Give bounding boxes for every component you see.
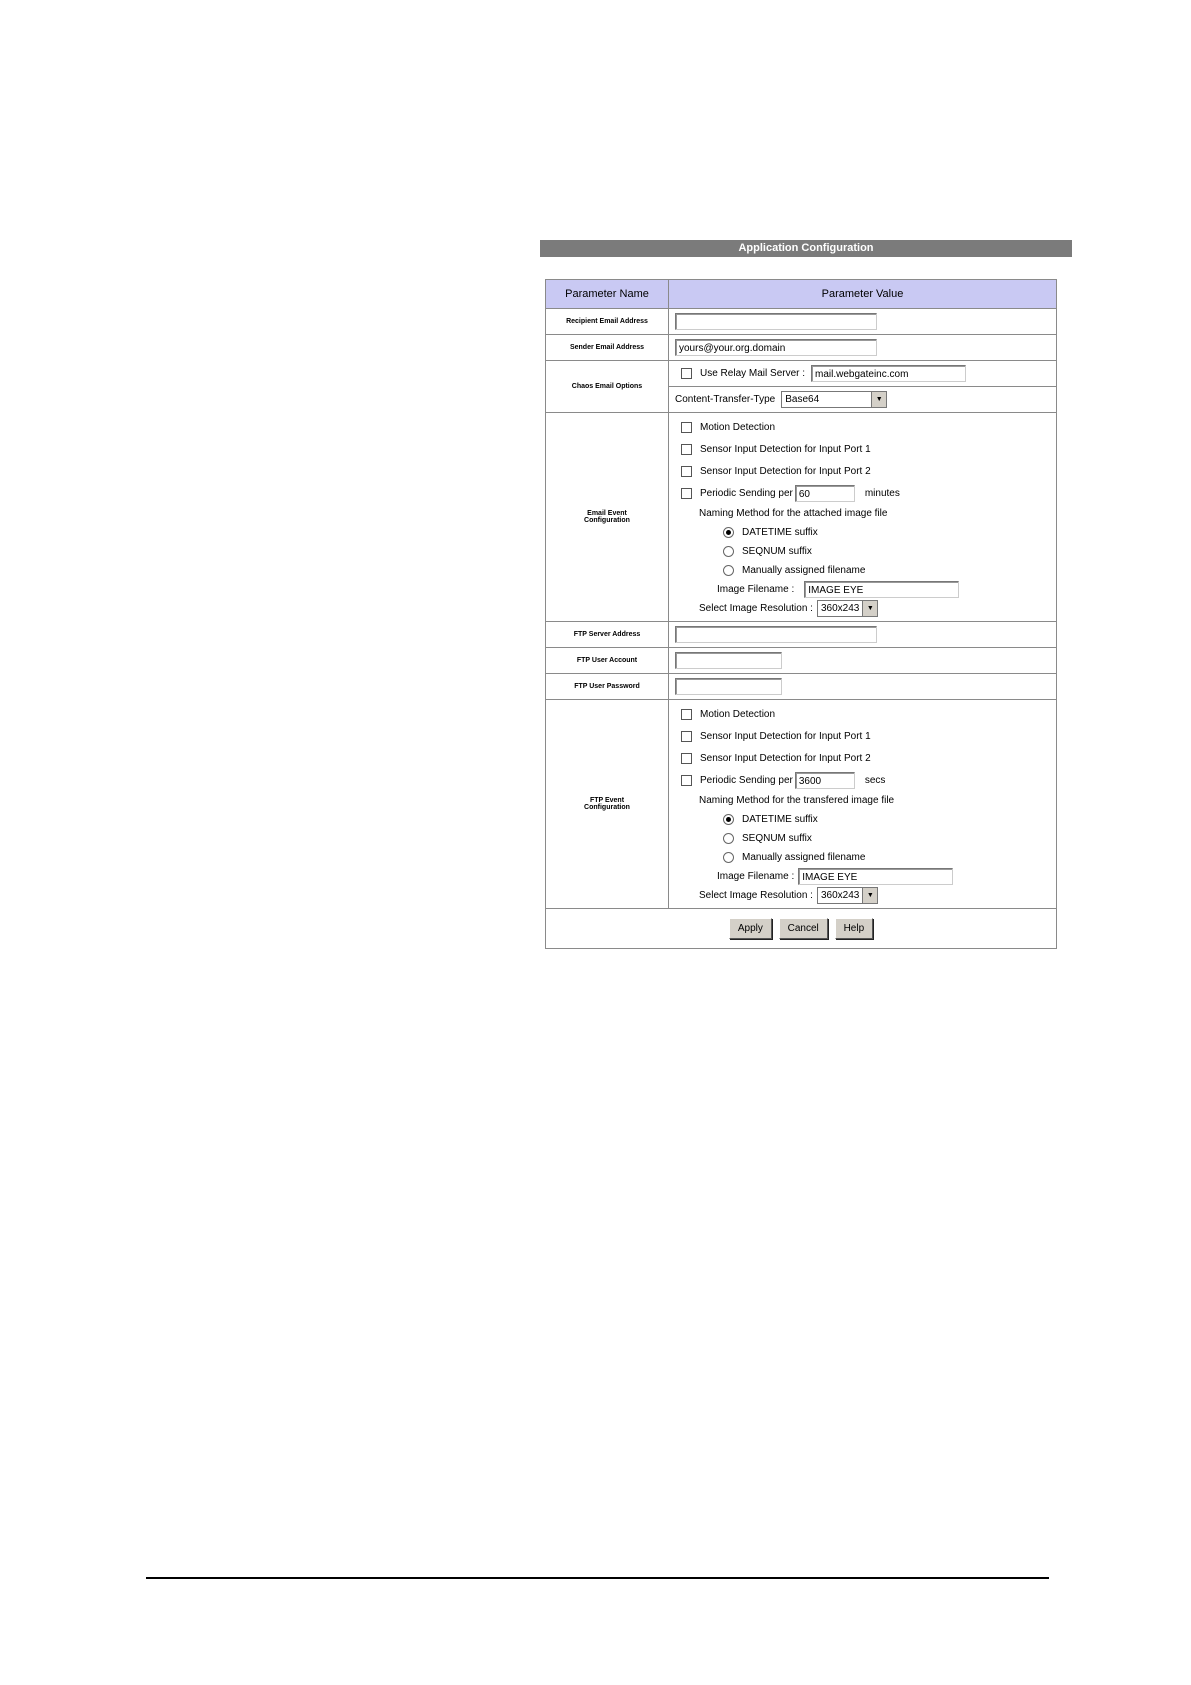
content-transfer-type-select[interactable] xyxy=(781,391,887,408)
email-event-label xyxy=(546,413,669,622)
email-resolution-value: 360x243 xyxy=(820,603,860,614)
email-filename-input[interactable]: IMAGE EYE xyxy=(804,581,959,598)
config-table xyxy=(545,279,1057,949)
ftp-sensor1-checkbox[interactable] xyxy=(681,731,692,742)
ftp-event-label xyxy=(546,700,669,909)
ftp-event-label-line2: Configuration xyxy=(584,804,630,811)
ftp-periodic-checkbox[interactable] xyxy=(681,775,692,786)
table-row xyxy=(546,413,1057,622)
content-transfer-type-value: Base64 xyxy=(785,394,820,405)
ftp-seqnum-label: SEQNUM suffix xyxy=(742,833,812,844)
table-row xyxy=(546,622,1057,648)
email-manual-radio[interactable] xyxy=(723,565,734,576)
recipient-label: Recipient Email Address xyxy=(546,309,669,335)
ftp-periodic-label: Periodic Sending per xyxy=(700,774,793,786)
table-row xyxy=(546,700,1057,909)
cancel-button[interactable]: Cancel xyxy=(779,918,828,939)
help-button[interactable]: Help xyxy=(835,918,874,939)
page-title: Application Configuration xyxy=(540,240,1072,257)
table-row xyxy=(546,909,1057,949)
email-filename-label: Image Filename : xyxy=(717,584,795,595)
dropdown-arrow-icon[interactable]: ▼ xyxy=(862,888,877,903)
email-naming-label: Naming Method for the attached image file xyxy=(699,508,888,519)
email-motion-label: Motion Detection xyxy=(700,421,776,433)
email-datetime-radio[interactable] xyxy=(723,527,734,538)
ftp-resolution-label: Select Image Resolution : xyxy=(699,890,813,901)
dropdown-arrow-icon[interactable]: ▼ xyxy=(862,601,877,616)
table-row xyxy=(546,674,1057,700)
email-resolution-label: Select Image Resolution : xyxy=(699,603,813,614)
ftp-sensor2-checkbox[interactable] xyxy=(681,753,692,764)
email-event-label-line1: Email Event xyxy=(587,510,627,517)
email-periodic-checkbox[interactable] xyxy=(681,488,692,499)
sender-email-input[interactable]: yours@your.org.domain xyxy=(675,339,877,356)
ftp-motion-checkbox[interactable] xyxy=(681,709,692,720)
ftp-server-input[interactable] xyxy=(675,626,877,643)
ftp-datetime-radio[interactable] xyxy=(723,814,734,825)
column-header-value: Parameter Value xyxy=(669,280,1057,309)
email-sensor1-label: Sensor Input Detection for Input Port 1 xyxy=(700,443,871,455)
ftp-server-label: FTP Server Address xyxy=(546,622,669,648)
ftp-account-input[interactable] xyxy=(675,652,782,669)
ftp-period-input[interactable]: 3600 xyxy=(795,772,855,789)
email-motion-checkbox[interactable] xyxy=(681,422,692,433)
ftp-naming-label: Naming Method for the transfered image file xyxy=(699,795,895,806)
table-row xyxy=(546,309,1057,335)
ftp-filename-input[interactable]: IMAGE EYE xyxy=(798,868,953,885)
email-periodic-label: Periodic Sending per xyxy=(700,487,793,499)
ftp-sensor2-label: Sensor Input Detection for Input Port 2 xyxy=(700,752,871,764)
email-period-unit: minutes xyxy=(864,487,900,499)
email-event-label-line2: Configuration xyxy=(584,517,630,524)
apply-button[interactable]: Apply xyxy=(729,918,772,939)
ftp-password-input[interactable] xyxy=(675,678,782,695)
ftp-password-label: FTP User Password xyxy=(546,674,669,700)
content-transfer-type-label: Content-Transfer-Type xyxy=(675,394,776,405)
relay-server-label: Use Relay Mail Server : xyxy=(700,368,806,379)
table-row xyxy=(546,335,1057,361)
email-period-input[interactable]: 60 xyxy=(795,485,855,502)
email-seqnum-label: SEQNUM suffix xyxy=(742,546,812,557)
ftp-event-label-line1: FTP Event xyxy=(589,797,625,804)
table-row xyxy=(546,648,1057,674)
ftp-resolution-select[interactable] xyxy=(817,887,878,904)
relay-server-input[interactable]: mail.webgateinc.com xyxy=(811,365,966,382)
ftp-sensor1-label: Sensor Input Detection for Input Port 1 xyxy=(700,730,871,742)
email-manual-label: Manually assigned filename xyxy=(742,565,866,576)
ftp-manual-radio[interactable] xyxy=(723,852,734,863)
ftp-datetime-label: DATETIME suffix xyxy=(742,814,818,825)
ftp-period-unit: secs xyxy=(864,774,886,786)
ftp-account-label: FTP User Account xyxy=(546,648,669,674)
relay-server-checkbox[interactable] xyxy=(681,368,692,379)
ftp-filename-label: Image Filename : xyxy=(717,871,795,882)
ftp-motion-label: Motion Detection xyxy=(700,708,776,720)
ftp-seqnum-radio[interactable] xyxy=(723,833,734,844)
button-row xyxy=(546,909,1057,949)
email-seqnum-radio[interactable] xyxy=(723,546,734,557)
table-row xyxy=(546,361,1057,387)
recipient-email-input[interactable] xyxy=(675,313,877,330)
column-header-name: Parameter Name xyxy=(546,280,669,309)
email-sensor2-checkbox[interactable] xyxy=(681,466,692,477)
footer-divider xyxy=(146,1577,1049,1579)
email-options-label: Chaos Email Options xyxy=(546,361,669,413)
email-datetime-label: DATETIME suffix xyxy=(742,527,818,538)
ftp-manual-label: Manually assigned filename xyxy=(742,852,866,863)
email-resolution-select[interactable] xyxy=(817,600,878,617)
email-sensor1-checkbox[interactable] xyxy=(681,444,692,455)
sender-label: Sender Email Address xyxy=(546,335,669,361)
dropdown-arrow-icon[interactable]: ▼ xyxy=(871,392,886,407)
ftp-resolution-value: 360x243 xyxy=(820,890,860,901)
email-sensor2-label: Sensor Input Detection for Input Port 2 xyxy=(700,465,871,477)
